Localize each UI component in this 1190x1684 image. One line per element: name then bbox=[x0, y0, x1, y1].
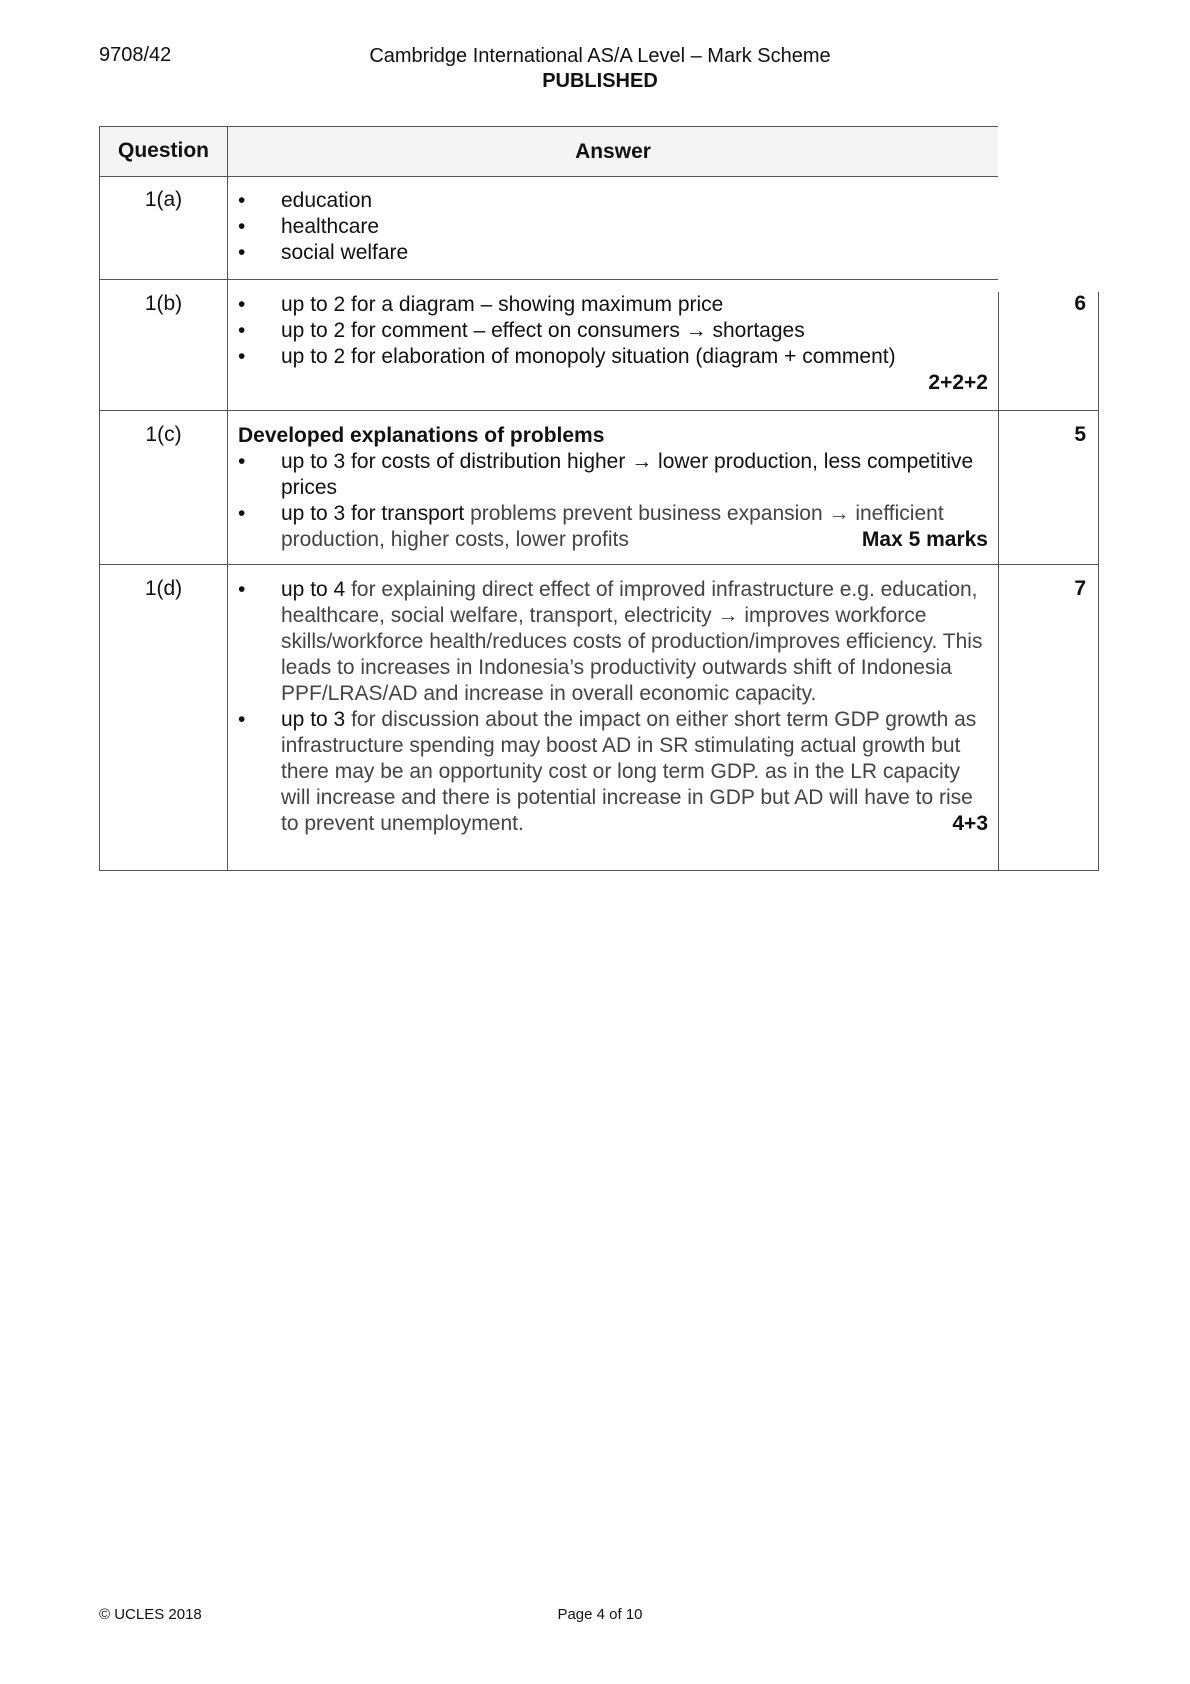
answer-bullet bbox=[238, 707, 988, 837]
answer-bullet: • up to 3 for costs of distribution higher → lower production, less competitive prices bbox=[238, 449, 988, 501]
answer-column-header: Answer bbox=[575, 140, 651, 163]
marks-cell: 5 bbox=[998, 411, 1099, 564]
question-column-header: Question bbox=[99, 127, 228, 176]
table-row-1b bbox=[99, 280, 1099, 411]
table-header-row bbox=[99, 126, 998, 177]
answer-cell bbox=[228, 565, 998, 870]
mark-breakdown: 4+3 bbox=[952, 812, 988, 835]
answer-bullet: • up to 2 for elaboration of monopoly situation (diagram + comment) bbox=[238, 344, 988, 370]
answer-cell bbox=[228, 280, 998, 410]
answer-bullet: • healthcare bbox=[238, 214, 988, 240]
bullet-text: problems prevent business expansion → inefficient production, higher costs, lower profits bbox=[281, 502, 944, 551]
bullet-lead: up to 3 bbox=[281, 708, 346, 731]
document-code: 9708/42 bbox=[99, 44, 172, 66]
answer-bullet: • up to 2 for a diagram – showing maximum price bbox=[238, 292, 988, 318]
answer-bullet bbox=[238, 501, 988, 553]
answer-bullet: • education bbox=[238, 188, 988, 214]
bullet-lead: up to 3 for transport bbox=[281, 502, 465, 525]
answer-bullet: • up to 2 for comment – effect on consumers → shortages bbox=[238, 318, 988, 344]
answer-bullet bbox=[238, 577, 988, 707]
table-row-1a bbox=[99, 176, 998, 280]
marks-cell: 7 bbox=[998, 565, 1099, 870]
document-header bbox=[300, 44, 900, 94]
document-status: PUBLISHED bbox=[542, 70, 658, 92]
question-number: 1(d) bbox=[99, 565, 228, 870]
footer-page-number: Page 4 of 10 bbox=[557, 1606, 643, 1623]
mark-breakdown: 2+2+2 bbox=[928, 371, 988, 394]
answer-bullet: • social welfare bbox=[238, 240, 988, 266]
bullet-text: for discussion about the impact on either short term GDP growth as infrastructure spending may boost AD in SR stimulating actual growth but there may be an opportunity cost or long term GDP. as in the LR capacity will increase and there is potential increase in GDP but AD will have to rise to prevent unemployment. bbox=[281, 708, 977, 835]
table-row-1c bbox=[99, 411, 1099, 565]
bullet-text: for explaining direct effect of improved infrastructure e.g. education, healthcare, social welfare, transport, electricity → improves workforce skills/workforce health/reduces costs of production/improves efficiency. This leads to increases in Indonesia’s productivity outwards shift of Indonesia PPF/LRAS/AD and increase in overall economic capacity. bbox=[281, 578, 983, 705]
marks-cell: 6 bbox=[998, 292, 1099, 410]
mark-breakdown: Max 5 marks bbox=[861, 528, 988, 551]
answer-cell bbox=[228, 176, 998, 279]
answer-cell bbox=[228, 411, 998, 564]
table-row-1d bbox=[99, 565, 1099, 871]
bullet-lead: up to 4 bbox=[281, 578, 346, 601]
document-title: Cambridge International AS/A Level – Mark Scheme bbox=[369, 45, 831, 67]
question-number: 1(a) bbox=[99, 176, 228, 279]
footer-copyright: © UCLES 2018 bbox=[99, 1606, 202, 1623]
question-number: 1(b) bbox=[99, 280, 228, 410]
question-number: 1(c) bbox=[99, 411, 228, 564]
answer-heading: Developed explanations of problems bbox=[238, 424, 605, 447]
